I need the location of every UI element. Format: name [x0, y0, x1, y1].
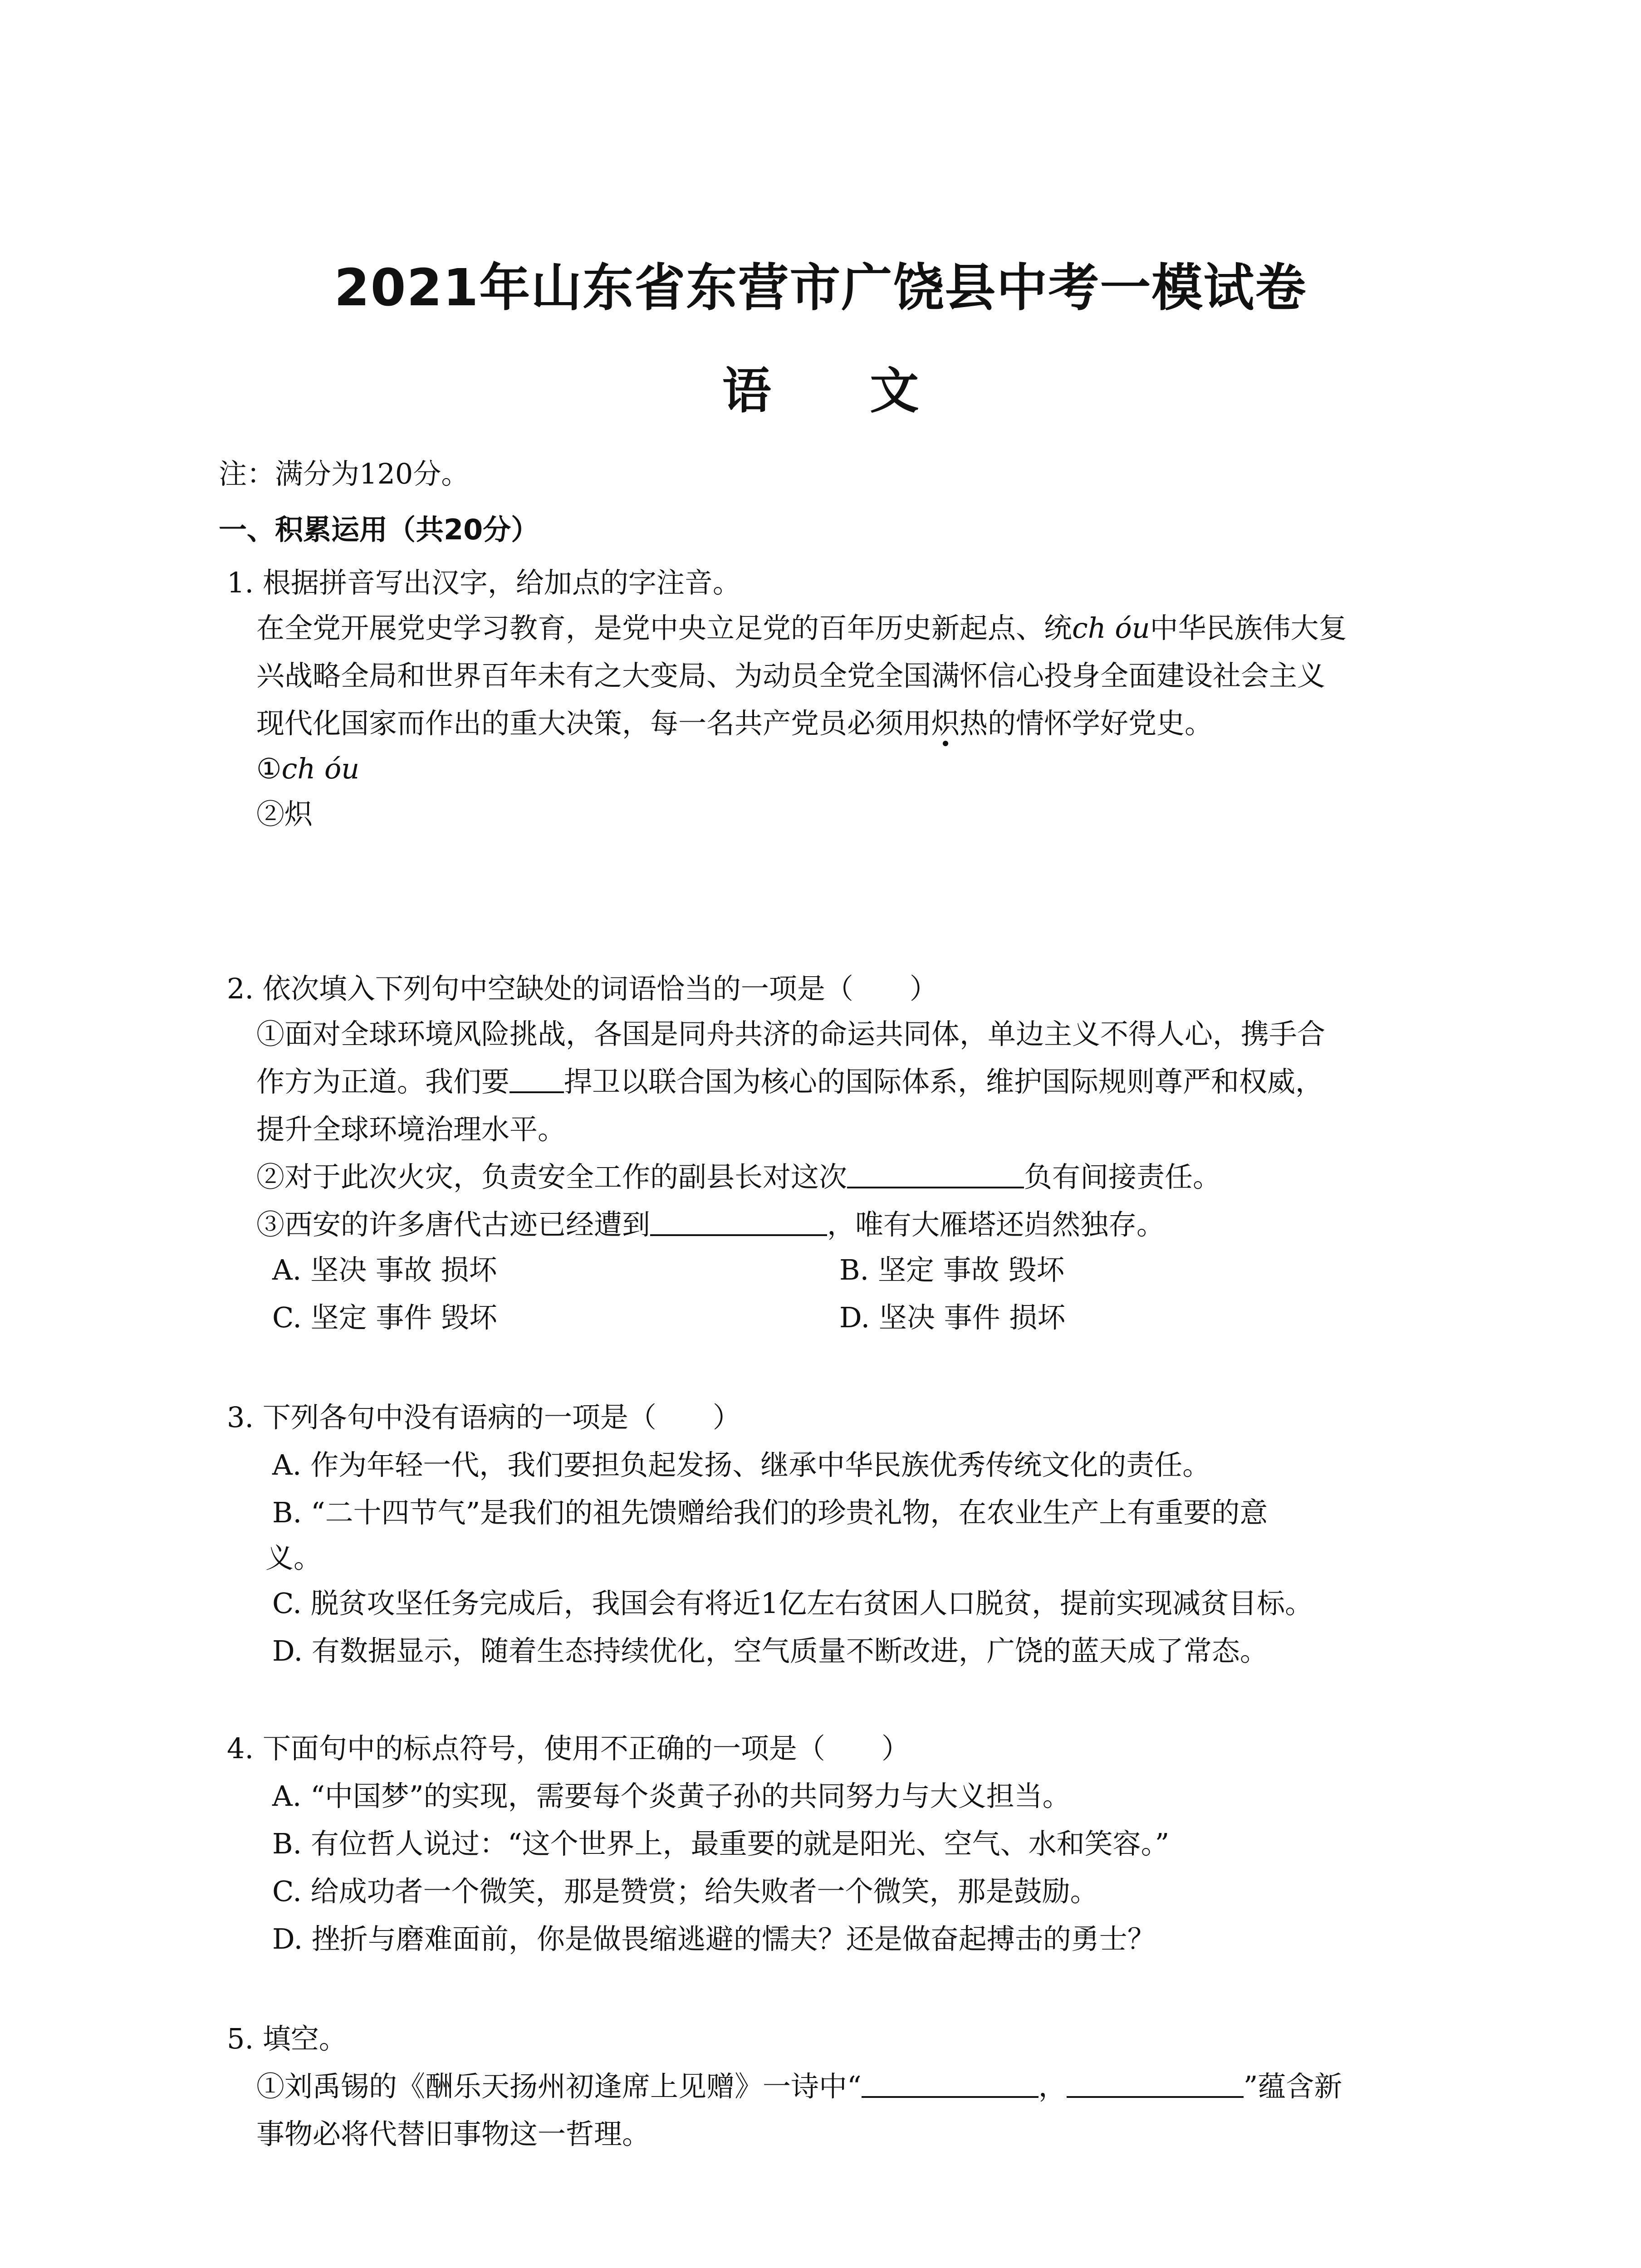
q1-dotted-char: 炽: [931, 707, 960, 740]
q2-text: 捍卫以联合国为核心的国际体系，维护国际规则尊严和权威，: [564, 1065, 1324, 1098]
q2-option-c[interactable]: C. 坚定 事件 毁坏: [272, 1301, 498, 1334]
q5-text: ”蕴含新: [1243, 2070, 1342, 2103]
q1-passage-line3: [256, 705, 1213, 742]
q1-answer-2: ②炽: [256, 797, 313, 831]
q5-text: ，: [1038, 2070, 1067, 2103]
q5-stem: 5. 填空。: [227, 2022, 347, 2055]
q2-line4: [256, 1159, 1221, 1195]
q4-option-d[interactable]: D. 挫折与磨难面前，你是做畏缩逃避的懦夫？还是做奋起搏击的勇士？: [272, 1922, 1156, 1955]
q2-line5: [256, 1207, 1165, 1243]
q5-line2: 事物必将代替旧事物这一哲理。: [256, 2117, 651, 2151]
q1-answer-1-pinyin: ch óu: [281, 752, 360, 785]
q1-passage-line1: [256, 610, 1347, 646]
section-heading: 一、积累运用（共20分）: [219, 513, 539, 546]
q2-text: 负有间接责任。: [1024, 1160, 1221, 1193]
q3-stem: 3. 下列各句中没有语病的一项是（ ）: [227, 1401, 741, 1434]
q1-answer-1-number: ①: [256, 752, 282, 785]
q1-passage-text: 热的情怀学好党史。: [960, 707, 1213, 740]
answer-blank[interactable]: [847, 1159, 1024, 1188]
q4-stem: 4. 下面句中的标点符号，使用不正确的一项是（ ）: [227, 1732, 910, 1765]
q2-text: ②对于此次火灾，负责安全工作的副县长对这次: [256, 1160, 847, 1193]
q1-passage-text: 现代化国家而作出的重大决策，每一名共产党员必须用: [256, 707, 932, 740]
q3-option-a[interactable]: A. 作为年轻一代，我们要担负起发扬、继承中华民族优秀传统文化的责任。: [272, 1448, 1211, 1481]
q2-option-b[interactable]: B. 坚定 事故 毁坏: [839, 1253, 1065, 1286]
q5-text: ①刘禹锡的《酬乐天扬州初逢席上见赠》一诗中“: [256, 2070, 862, 2103]
q1-passage-text: 在全党开展党史学习教育，是党中央立足党的百年历史新起点、统: [256, 611, 1073, 645]
q3-option-b-cont: 义。: [265, 1541, 322, 1574]
q1-passage-line2: 兴战略全局和世界百年未有之大变局、为动员全党全国满怀信心投身全面建设社会主义: [256, 659, 1326, 692]
q3-option-d[interactable]: D. 有数据显示，随着生态持续优化，空气质量不断改进，广饶的蓝天成了常态。: [272, 1634, 1268, 1667]
q1-stem: 1. 根据拼音写出汉字，给加点的字注音。: [227, 566, 741, 599]
q3-option-c[interactable]: C. 脱贫攻坚任务完成后，我国会有将近1亿左右贫困人口脱贫，提前实现减贫目标。: [272, 1587, 1313, 1620]
q2-stem: 2. 依次填入下列句中空缺处的词语恰当的一项是（ ）: [227, 972, 938, 1005]
exam-title: 2021年山东省东营市广饶县中考一模试卷: [334, 259, 1307, 318]
q4-option-b[interactable]: B. 有位哲人说过：“这个世界上，最重要的就是阳光、空气、水和笑容。”: [272, 1827, 1170, 1860]
q2-option-a[interactable]: A. 坚决 事故 损坏: [272, 1253, 497, 1286]
exam-subject: 语 文: [722, 363, 960, 420]
answer-blank[interactable]: [862, 2069, 1038, 2098]
q1-answer-1: [256, 751, 359, 787]
q2-text: ，唯有大雁塔还岿然独存。: [827, 1208, 1165, 1241]
q4-option-c[interactable]: C. 给成功者一个微笑，那是赞赏；给失败者一个微笑，那是鼓励。: [272, 1875, 1098, 1908]
q2-text: ③西安的许多唐代古迹已经遭到: [256, 1208, 651, 1241]
q2-option-d[interactable]: D. 坚决 事件 损坏: [839, 1301, 1066, 1334]
q1-pinyin: ch óu: [1072, 611, 1150, 645]
answer-blank[interactable]: [1067, 2069, 1244, 2098]
q1-passage-tail: 中华民族伟大复: [1150, 611, 1347, 645]
q2-line3: 提升全球环境治理水平。: [256, 1113, 566, 1146]
q5-line1: [256, 2068, 1342, 2105]
q2-line1: ①面对全球环境风险挑战，各国是同舟共济的命运共同体，单边主义不得人心，携手合: [256, 1017, 1326, 1051]
answer-blank[interactable]: [650, 1207, 827, 1236]
q2-line2: [256, 1064, 1323, 1100]
q3-option-b[interactable]: B. “二十四节气”是我们的祖先馈赠给我们的珍贵礼物，在农业生产上有重要的意: [272, 1496, 1268, 1529]
score-note: 注：满分为120分。: [219, 457, 470, 490]
q4-option-a[interactable]: A. “中国梦”的实现，需要每个炎黄子孙的共同努力与大义担当。: [272, 1779, 1071, 1813]
q2-text: 作方为正道。我们要: [256, 1065, 510, 1098]
answer-blank[interactable]: [509, 1064, 564, 1093]
